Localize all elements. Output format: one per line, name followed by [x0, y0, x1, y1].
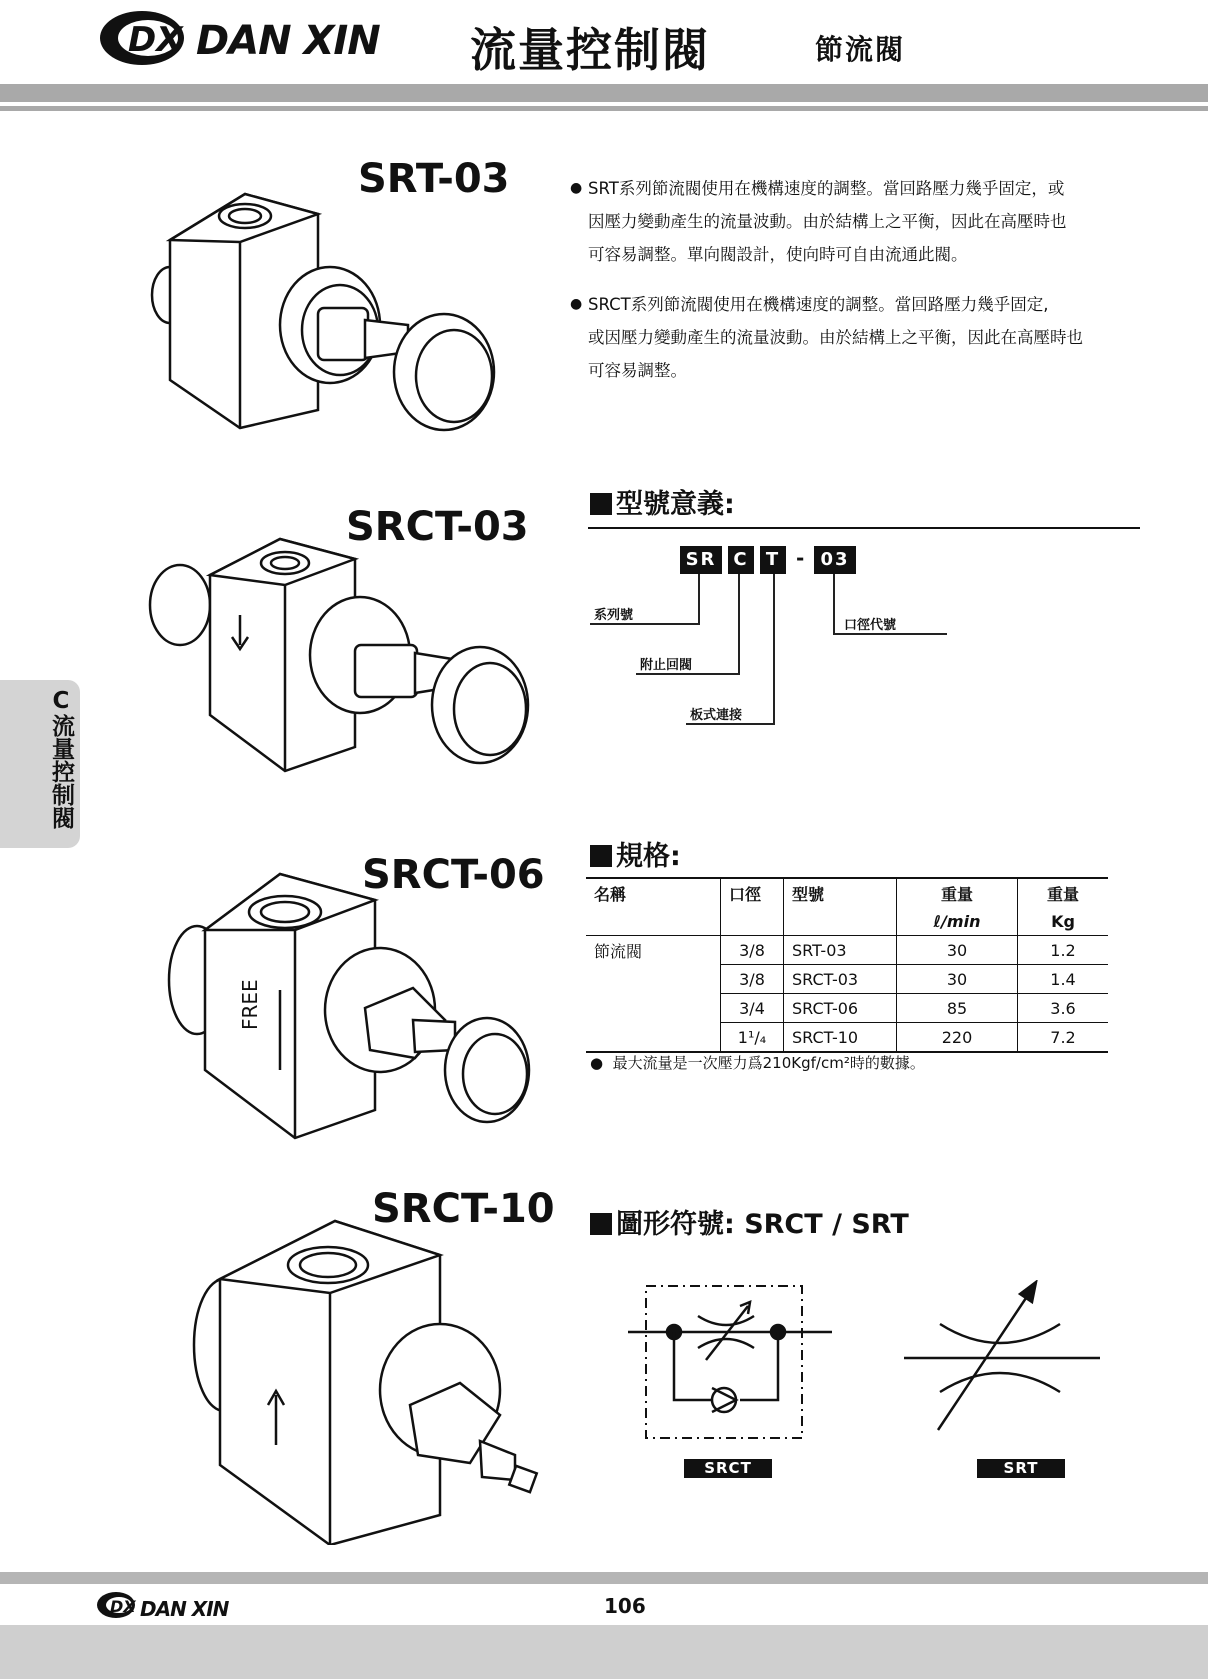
- bullet-icon: ●: [590, 1054, 604, 1072]
- page-number: 106: [604, 1594, 646, 1618]
- spec-heading: 規格:: [590, 834, 681, 873]
- description-line: SRCT系列節流閥使用在機構速度的調整。當回路壓力幾乎固定,: [588, 295, 1049, 314]
- col-weight-unit: Kg: [1018, 907, 1109, 936]
- description-line: SRT系列節流閥使用在機構速度的調整。當回路壓力幾乎固定，或: [588, 179, 1065, 198]
- footer-brand: DAN XIN: [140, 1597, 229, 1621]
- model-label-srct-03: SRCT-03: [346, 504, 529, 550]
- srt-hydraulic-symbol: [900, 1280, 1110, 1440]
- description-srt: [570, 172, 1178, 271]
- srct-06-valve-illustration: [165, 870, 535, 1150]
- col-flow-unit: ℓ/min: [897, 907, 1018, 936]
- model-label-srct-06: SRCT-06: [362, 852, 545, 898]
- srct-symbol-label: SRCT: [684, 1459, 772, 1478]
- col-weight: 重量: [1018, 878, 1109, 907]
- code-label-check: 附止回閥: [640, 658, 693, 673]
- code-connector: [636, 673, 740, 675]
- table-row: 3/8 SRCT-03 30 1.4: [586, 965, 1108, 994]
- footer-band: [0, 1625, 1208, 1679]
- model-label-srt-03: SRT-03: [358, 156, 510, 202]
- cell-name: 節流閥: [594, 941, 643, 961]
- square-bullet-icon: [590, 1213, 612, 1235]
- page-subtitle: 節流閥: [815, 33, 906, 66]
- code-box-check: C: [728, 546, 754, 574]
- header-bar: [0, 84, 1208, 102]
- spec-note: ● 最大流量是一次壓力爲210Kgf/cm²時的數據。: [590, 1054, 925, 1072]
- bullet-icon: ●: [570, 296, 583, 312]
- model-code-heading: 型號意義:: [590, 482, 735, 521]
- danxin-logo-icon: [98, 8, 190, 68]
- svg-text:DX: DX: [110, 1597, 136, 1616]
- code-label-plate: 板式連接: [690, 708, 743, 723]
- code-label-port: 口徑代號: [844, 618, 897, 633]
- symbols-heading: 圖形符號: SRCT / SRT: [590, 1202, 909, 1241]
- code-box-port: 03: [814, 546, 856, 574]
- footer-logo-icon: [96, 1590, 138, 1620]
- srt-03-valve-illustration: [140, 180, 500, 480]
- code-label-series: 系列號: [594, 608, 634, 623]
- col-model: 型號: [784, 878, 897, 907]
- srct-hydraulic-symbol: [620, 1280, 840, 1450]
- code-connector: [773, 574, 775, 724]
- description-line: 或因壓力變動產生的流量波動。由於結構上之平衡，因此在高壓時也: [588, 328, 1083, 347]
- square-bullet-icon: [590, 845, 612, 867]
- code-connector: [686, 723, 775, 725]
- code-connector: [698, 574, 700, 624]
- page-title: 流量控制閥: [470, 23, 710, 77]
- header-bar-thin: [0, 106, 1208, 111]
- code-connector: [833, 574, 835, 634]
- footer-bar: [0, 1572, 1208, 1584]
- table-row: 1¹/₄ SRCT-10 220 7.2: [586, 1023, 1108, 1053]
- table-row: 節流閥 3/8 SRT-03 30 1.2: [586, 936, 1108, 965]
- col-name: 名稱: [586, 878, 721, 907]
- description-line: 可容易調整。: [588, 361, 687, 380]
- table-row: 3/4 SRCT-06 85 3.6: [586, 994, 1108, 1023]
- square-bullet-icon: [590, 493, 612, 515]
- col-size: 口徑: [721, 878, 784, 907]
- code-box-plate: T: [760, 546, 786, 574]
- description-line: 可容易調整。單向閥設計，使向時可自由流通此閥。: [588, 245, 968, 264]
- srt-symbol-label: SRT: [977, 1459, 1065, 1478]
- bullet-icon: ●: [570, 180, 583, 196]
- heading-rule: [588, 527, 1140, 529]
- code-connector: [738, 574, 740, 674]
- srct-10-valve-illustration: [190, 1215, 560, 1545]
- code-dash: -: [796, 546, 805, 570]
- description-line: 因壓力變動產生的流量波動。由於結構上之平衡，因此在高壓時也: [588, 212, 1067, 231]
- spec-table: [586, 877, 1108, 1053]
- code-box-series: SR: [680, 546, 722, 574]
- code-connector: [833, 633, 947, 635]
- brand-name: DAN XIN: [196, 18, 380, 64]
- free-marking: FREE: [238, 979, 262, 1030]
- srct-03-valve-illustration: [140, 535, 530, 825]
- section-tab-label: C流量控制閥: [48, 688, 74, 829]
- code-connector: [590, 623, 700, 625]
- table-header-row: [586, 878, 1108, 907]
- logo-letters: DX: [128, 20, 183, 60]
- table-header-units-row: [586, 907, 1108, 936]
- description-srct: [570, 288, 1178, 387]
- model-label-srct-10: SRCT-10: [372, 1186, 555, 1232]
- col-flow: 重量: [897, 878, 1018, 907]
